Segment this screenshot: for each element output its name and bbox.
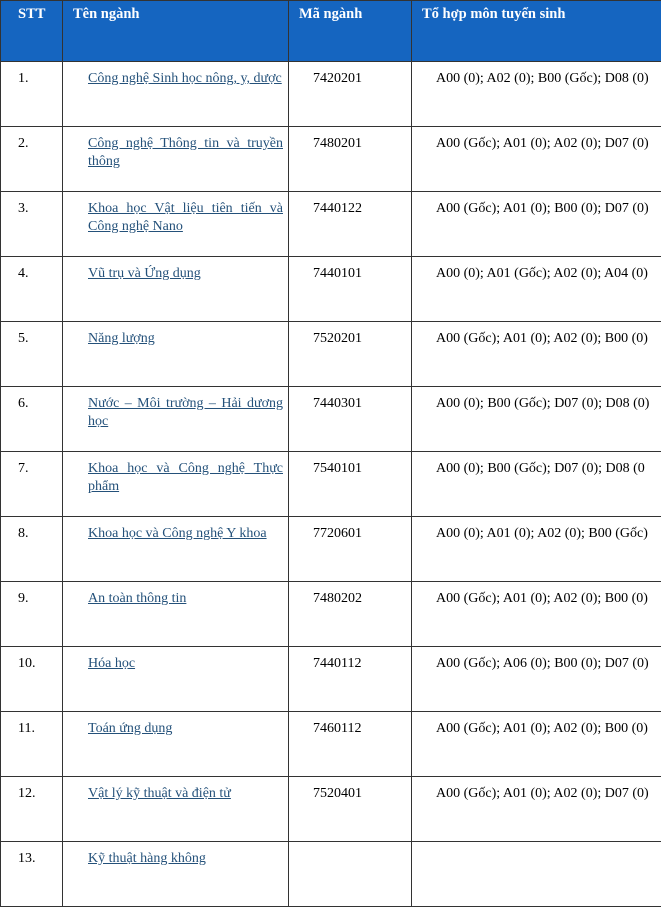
major-name-link[interactable]: Vũ trụ và Ứng dụng [88, 266, 201, 281]
table-header [1, 1, 661, 62]
row-number: 11. [1, 712, 63, 777]
major-code: 7520401 [289, 777, 412, 842]
major-code: 7440122 [289, 192, 412, 257]
major-code [289, 842, 412, 907]
major-name-cell [63, 322, 289, 387]
table-row [1, 387, 661, 452]
major-name-link[interactable]: Nước – Môi trường – Hải dương học [88, 396, 283, 429]
row-number: 10. [1, 647, 63, 712]
major-name-link[interactable]: Vật lý kỹ thuật và điện tử [88, 786, 231, 801]
table-row [1, 647, 661, 712]
major-name-link[interactable]: Kỹ thuật hàng không [88, 851, 206, 866]
major-name-link[interactable]: Công nghệ Sinh học nông, y, dược [88, 71, 282, 86]
major-name-cell [63, 127, 289, 192]
table-row [1, 322, 661, 387]
header-major-name: Tên ngành [63, 1, 289, 62]
header-major-code: Mã ngành [289, 1, 412, 62]
table-row [1, 257, 661, 322]
major-name-link[interactable]: Khoa học và Công nghệ Y khoa [88, 526, 267, 541]
table-row [1, 582, 661, 647]
row-number: 3. [1, 192, 63, 257]
major-code: 7440101 [289, 257, 412, 322]
subject-combination: A00 (Gốc); A01 (0); A02 (0); B00 (0) [412, 322, 661, 387]
major-name-link[interactable]: Toán ứng dụng [88, 721, 172, 736]
row-number: 8. [1, 517, 63, 582]
table-row [1, 62, 661, 127]
major-name-cell [63, 647, 289, 712]
table-row [1, 517, 661, 582]
major-code: 7480202 [289, 582, 412, 647]
major-code: 7540101 [289, 452, 412, 517]
major-name-link[interactable]: An toàn thông tin [88, 591, 186, 606]
subject-combination: A00 (Gốc); A01 (0); A02 (0); B00 (0) [412, 582, 661, 647]
row-number: 6. [1, 387, 63, 452]
major-name-cell [63, 192, 289, 257]
major-name-link[interactable]: Khoa học Vật liệu tiên tiến và Công nghệ Nano [88, 201, 283, 234]
subject-combination: A00 (0); B00 (Gốc); D07 (0); D08 (0 [412, 452, 661, 517]
major-name-cell [63, 712, 289, 777]
major-name-cell [63, 842, 289, 907]
major-name-cell [63, 452, 289, 517]
major-name-cell [63, 387, 289, 452]
major-name-link[interactable]: Khoa học và Công nghệ Thực phẩm [88, 461, 283, 494]
row-number: 13. [1, 842, 63, 907]
table-body [1, 62, 661, 907]
major-name-cell [63, 517, 289, 582]
major-code: 7480201 [289, 127, 412, 192]
subject-combination: A00 (Gốc); A01 (0); B00 (0); D07 (0) [412, 192, 661, 257]
subject-combination: A00 (0); A02 (0); B00 (Gốc); D08 (0) [412, 62, 661, 127]
row-number: 1. [1, 62, 63, 127]
subject-combination: A00 (0); A01 (Gốc); A02 (0); A04 (0) [412, 257, 661, 322]
major-code: 7440301 [289, 387, 412, 452]
subject-combination: A00 (Gốc); A06 (0); B00 (0); D07 (0) [412, 647, 661, 712]
subject-combination: A00 (Gốc); A01 (0); A02 (0); D07 (0) [412, 127, 661, 192]
major-code: 7420201 [289, 62, 412, 127]
major-name-cell [63, 582, 289, 647]
table-row [1, 842, 661, 907]
table-row [1, 192, 661, 257]
major-name-link[interactable]: Hóa học [88, 656, 135, 671]
major-name-cell [63, 257, 289, 322]
subject-combination: A00 (0); A01 (0); A02 (0); B00 (Gốc) [412, 517, 661, 582]
major-code: 7520201 [289, 322, 412, 387]
row-number: 4. [1, 257, 63, 322]
header-stt: STT [1, 1, 63, 62]
row-number: 5. [1, 322, 63, 387]
subject-combination: A00 (Gốc); A01 (0); A02 (0); B00 (0) [412, 712, 661, 777]
major-name-cell [63, 62, 289, 127]
subject-combination: A00 (0); B00 (Gốc); D07 (0); D08 (0) [412, 387, 661, 452]
row-number: 12. [1, 777, 63, 842]
header-subject-combination: Tổ hợp môn tuyển sinh [412, 1, 661, 62]
major-code: 7460112 [289, 712, 412, 777]
table-row [1, 452, 661, 517]
table-row [1, 712, 661, 777]
row-number: 9. [1, 582, 63, 647]
subject-combination: A00 (Gốc); A01 (0); A02 (0); D07 (0) [412, 777, 661, 842]
major-code: 7720601 [289, 517, 412, 582]
major-name-link[interactable]: Năng lượng [88, 331, 155, 346]
table-row [1, 777, 661, 842]
row-number: 7. [1, 452, 63, 517]
header-row [1, 1, 661, 62]
major-name-cell [63, 777, 289, 842]
subject-combination [412, 842, 661, 907]
row-number: 2. [1, 127, 63, 192]
major-code: 7440112 [289, 647, 412, 712]
major-name-link[interactable]: Công nghệ Thông tin và truyền thông [88, 136, 283, 169]
table-row [1, 127, 661, 192]
